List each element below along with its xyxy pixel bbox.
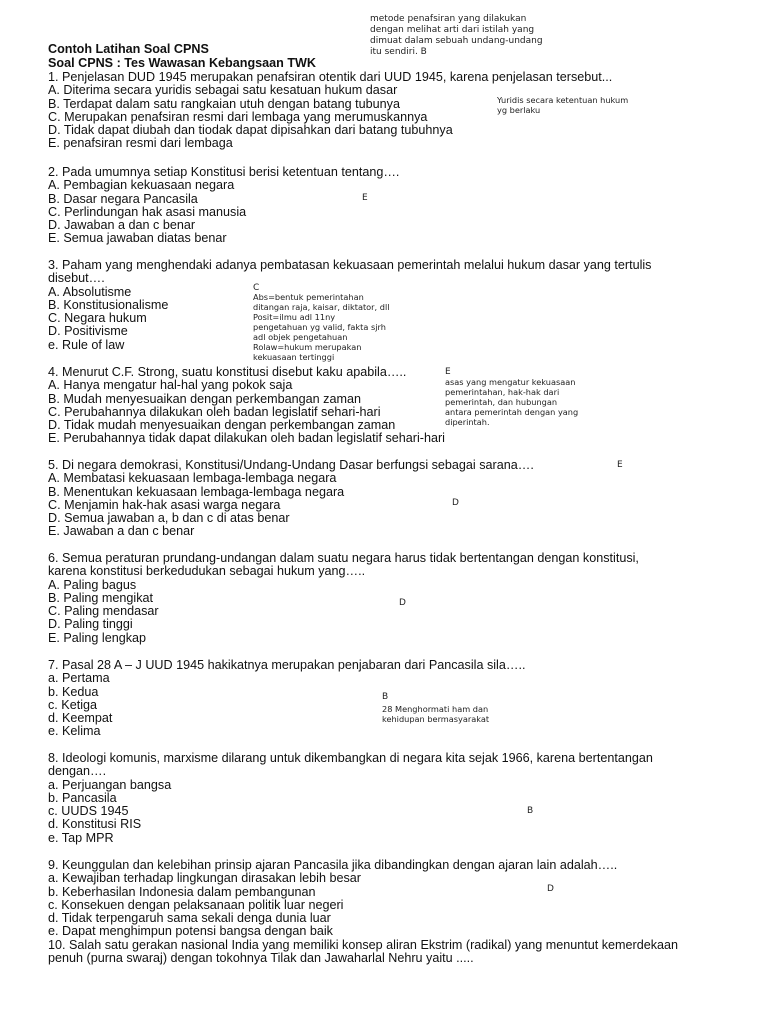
option: e. Dapat menghimpun potensi bangsa dengan baik (48, 924, 333, 939)
q8-answer: B (527, 806, 534, 816)
note-line: kekuasaan tertinggi (253, 352, 335, 362)
option: a. Pertama (48, 671, 110, 686)
q7-answer: B (382, 692, 389, 702)
note-line: kehidupan bermasyarakat (382, 714, 490, 724)
question-text: karena konstitusi berkedudukan sebagai hukum yang….. (48, 564, 366, 579)
note-line: pengetahuan yg valid, fakta sjrh (253, 322, 386, 332)
note-line: ditangan raja, kaisar, diktator, dll (253, 302, 390, 312)
question-4 (48, 366, 738, 446)
q3-note (253, 292, 390, 362)
question-7 (48, 659, 738, 739)
question-text: penuh (purna swaraj) dengan tokohnya Tilak dan Jawaharlal Nehru yaitu ..... (48, 951, 474, 966)
option: e. Rule of law (48, 337, 125, 352)
question-text: 9. Keunggulan dan kelebihan prinsip ajaran Pancasila jika dibandingkan dengan ajaran lain adalah….. (48, 858, 618, 872)
q2-answer: E (362, 193, 368, 203)
option: d. Konstitusi RIS (48, 817, 142, 832)
question-text: 7. Pasal 28 A – J UUD 1945 hakikatnya merupakan penjabaran dari Pancasila sila….. (48, 658, 526, 672)
question-10 (48, 939, 738, 966)
question-text: 10. Salah satu gerakan nasional India yang memiliki konsep aliran Ekstrim (radikal) yang menuntut kemerdekaan (48, 938, 679, 952)
option: C. Paling mendasar (48, 604, 159, 619)
question-text: 4. Menurut C.F. Strong, suatu konstitusi disebut kaku apabila….. (48, 365, 407, 379)
question-3 (48, 259, 738, 352)
option: d. Tidak terpengaruh sama sekali denga dunia luar (48, 911, 331, 926)
option: D. Paling tinggi (48, 617, 133, 632)
q5-answer-alt: D (452, 498, 459, 508)
option: e. Kelima (48, 724, 101, 739)
note-line: diperintah. (445, 417, 490, 427)
q7-note (382, 704, 489, 724)
option: b. Keberhasilan Indonesia dalam pembangunan (48, 884, 316, 899)
option: B. Mudah menyesuaikan dengan perkembangan zaman (48, 391, 361, 406)
note-line: antara pemerintah dengan yang (445, 407, 579, 417)
q4-note (445, 377, 578, 427)
note-line: pemerintahan, hak-hak dari (445, 387, 560, 397)
option: a. Kewajiban terhadap lingkungan dirasakan lebih besar (48, 871, 361, 886)
question-text: 8. Ideologi komunis, marxisme dilarang untuk dikembangkan di negara kita sejak 1966, karena bertentangan (48, 751, 653, 765)
note-line: adl objek pengetahuan (253, 332, 348, 342)
top-note (370, 14, 543, 58)
option: E. Semua jawaban diatas benar (48, 231, 227, 246)
option: A. Paling bagus (48, 577, 137, 592)
option: d. Keempat (48, 711, 113, 726)
option: D. Jawaban a dan c benar (48, 218, 196, 233)
option: b. Pancasila (48, 790, 117, 805)
q5-answer: E (617, 460, 623, 470)
option: B. Paling mengikat (48, 590, 154, 605)
document-subtitle: Soal CPNS : Tes Wawasan Kebangsaan TWK (48, 56, 317, 70)
option: E. penafsiran resmi dari lembaga (48, 136, 233, 151)
option: D. Tidak mudah menyesuaikan dengan perkembangan zaman (48, 418, 396, 433)
option: A. Absolutisme (48, 284, 132, 299)
option: B. Menentukan kekuasaan lembaga-lembaga negara (48, 484, 345, 499)
option: A. Diterima secara yuridis sebagai satu kesatuan hukum dasar (48, 83, 398, 98)
note-line: Abs=bentuk pemerintahan (253, 292, 364, 302)
option: C. Negara hukum (48, 311, 147, 326)
document-title: Contoh Latihan Soal CPNS (48, 42, 209, 56)
question-text: dengan…. (48, 764, 107, 779)
option: D. Positivisme (48, 324, 128, 339)
note-line: Rolaw=hukum merupakan (253, 342, 362, 352)
option: D. Tidak dapat diubah dan tiodak dapat dipisahkan dari batang tubuhnya (48, 123, 453, 138)
q1-note (497, 95, 628, 115)
question-6 (48, 552, 738, 645)
q4-answer: E (445, 367, 451, 377)
option: B. Dasar negara Pancasila (48, 191, 198, 206)
option: E. Paling lengkap (48, 630, 147, 645)
option: D. Semua jawaban a, b dan c di atas benar (48, 511, 290, 526)
option: B. Terdapat dalam satu rangkaian utuh dengan batang tubunya (48, 96, 400, 111)
question-text: disebut…. (48, 271, 105, 286)
note-line: metode penafsiran yang dilakukan (370, 14, 527, 24)
note-line: yg berlaku (497, 105, 541, 115)
option: e. Tap MPR (48, 830, 114, 845)
option: c. Ketiga (48, 697, 98, 712)
option: C. Merupakan penafsiran resmi dari lembaga yang merumuskannya (48, 109, 428, 124)
q3-answer: C (253, 283, 260, 293)
option: a. Perjuangan bangsa (48, 777, 172, 792)
option: b. Kedua (48, 684, 99, 699)
question-2 (48, 166, 738, 246)
note-line: 28 Menghormati ham dan (382, 704, 489, 714)
option: C. Perlindungan hak asasi manusia (48, 204, 247, 219)
question-text: 1. Penjelasan DUD 1945 merupakan penafsiran otentik dari UUD 1945, karena penjelasan tersebut... (48, 70, 613, 84)
question-5 (48, 459, 738, 539)
q9-answer: D (547, 884, 554, 894)
question-text: 5. Di negara demokrasi, Konstitusi/Undang-Undang Dasar berfungsi sebagai sarana…. (48, 458, 534, 472)
option: c. UUDS 1945 (48, 804, 129, 819)
option: A. Pembagian kekuasaan negara (48, 178, 235, 193)
option: C. Menjamin hak-hak asasi warga negara (48, 497, 281, 512)
note-line: Posit=ilmu adl 11ny (253, 312, 336, 322)
option: E. Jawaban a dan c benar (48, 524, 195, 539)
note-line: Yuridis secara ketentuan hukum (497, 95, 629, 105)
question-8 (48, 752, 738, 845)
question-text: 2. Pada umumnya setiap Konstitusi berisi ketentuan tentang…. (48, 165, 400, 179)
question-text: 6. Semua peraturan prundang-undangan dalam suatu negara harus tidak bertentangan dengan konstitusi, (48, 551, 639, 565)
note-line: dimuat dalam sebuah undang-undang (370, 36, 543, 46)
option: A. Membatasi kekuasaan lembaga-lembaga negara (48, 471, 337, 486)
note-line: dengan melihat arti dari istilah yang (370, 25, 535, 35)
question-text: 3. Paham yang menghendaki adanya pembatasan kekuasaan pemerintah melalui hukum dasar yang tertulis (48, 258, 652, 272)
q6-answer: D (399, 598, 406, 608)
option: C. Perubahannya dilakukan oleh badan legislatif sehari-hari (48, 404, 381, 419)
question-1 (48, 71, 738, 151)
option: c. Konsekuen dengan pelaksanaan politik luar negeri (48, 897, 344, 912)
option: A. Hanya mengatur hal-hal yang pokok saja (48, 378, 293, 393)
option: E. Perubahannya tidak dapat dilakukan oleh badan legislatif sehari-hari (48, 431, 445, 446)
option: B. Konstitusionalisme (48, 297, 169, 312)
note-line: asas yang mengatur kekuasaan (445, 377, 576, 387)
question-9 (48, 859, 738, 939)
note-line: itu sendiri. B (370, 47, 427, 57)
note-line: pemerintah, dan hubungan (445, 397, 558, 407)
